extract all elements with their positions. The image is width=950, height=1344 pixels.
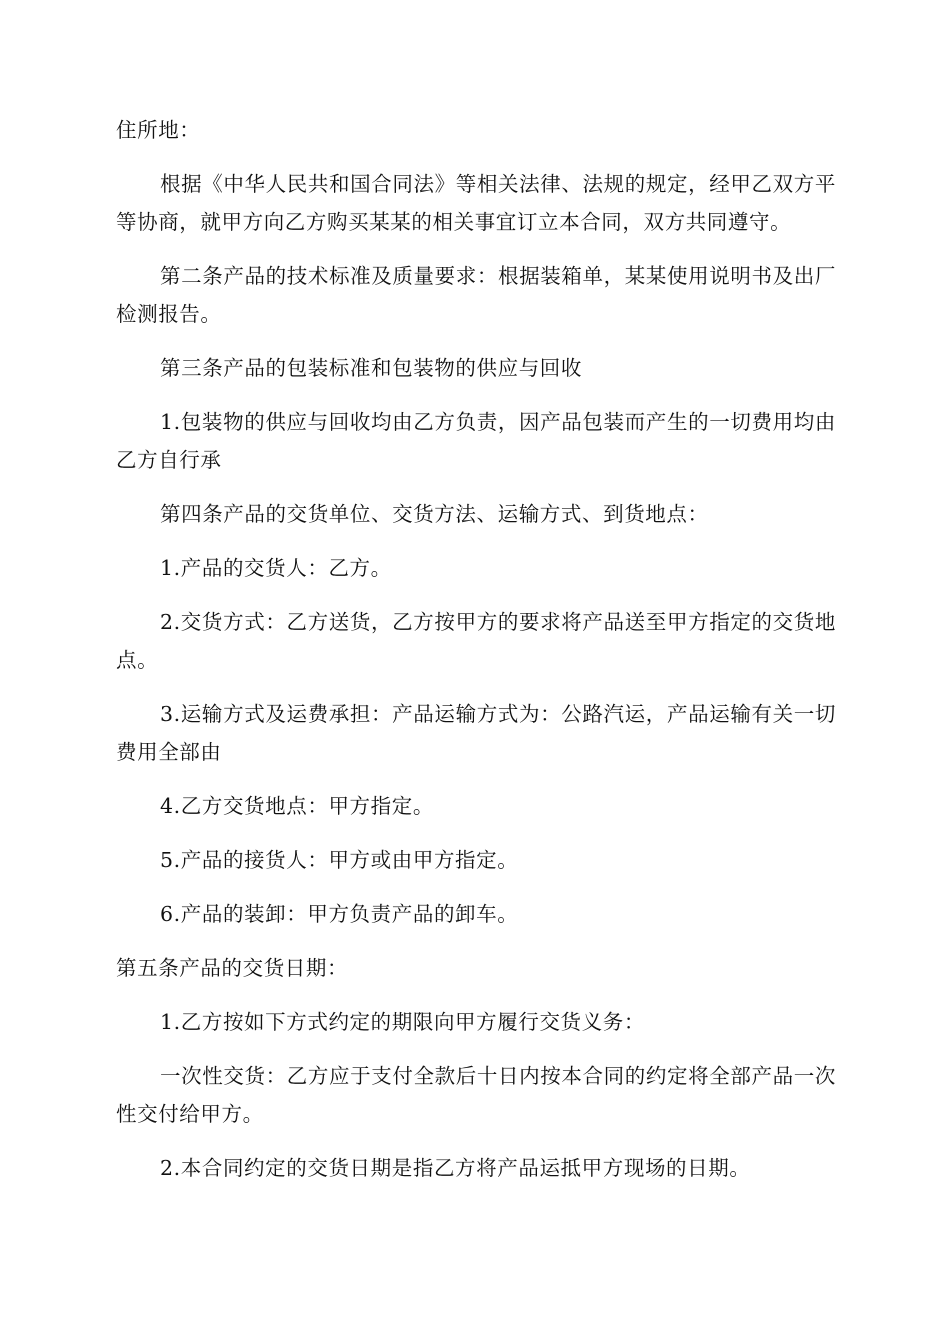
paragraph-article-4-item-6: 6.产品的装卸：甲方负责产品的卸车。 — [160, 902, 519, 926]
paragraph-article-2: 第二条产品的技术标准及质量要求：根据装箱单，某某使用说明书及出厂检测报告。 — [116, 264, 836, 326]
paragraph-article-4-item-2: 2.交货方式：乙方送货，乙方按甲方的要求将产品送至甲方指定的交货地点。 — [116, 610, 836, 672]
paragraph-article-4-item-3: 3.运输方式及运费承担：产品运输方式为：公路汽运，产品运输有关一切费用全部由 — [116, 702, 836, 764]
paragraph-article-5-item-2: 2.本合同约定的交货日期是指乙方将产品运抵甲方现场的日期。 — [160, 1156, 751, 1180]
paragraph-article-4-item-4: 4.乙方交货地点：甲方指定。 — [160, 794, 434, 818]
paragraph-article-4-item-1: 1.产品的交货人：乙方。 — [160, 556, 392, 580]
paragraph-article-4-heading: 第四条产品的交货单位、交货方法、运输方式、到货地点： — [160, 502, 709, 526]
paragraph-article-5-item-1: 1.乙方按如下方式约定的期限向甲方履行交货义务： — [160, 1010, 645, 1034]
paragraph-article-4-item-5: 5.产品的接货人：甲方或由甲方指定。 — [160, 848, 519, 872]
paragraph-article-3-heading: 第三条产品的包装标准和包装物的供应与回收 — [160, 356, 582, 380]
paragraph-preamble: 根据《中华人民共和国合同法》等相关法律、法规的规定，经甲乙双方平等协商，就甲方向乙方购买某某的相关事宜订立本合同，双方共同遵守。 — [116, 172, 836, 234]
paragraph-article-3-item-1: 1.包装物的供应与回收均由乙方负责，因产品包装而产生的一切费用均由乙方自行承 — [116, 410, 836, 472]
paragraph-address-label: 住所地： — [116, 118, 201, 142]
paragraph-article-5-one-time-delivery: 一次性交货：乙方应于支付全款后十日内按本合同的约定将全部产品一次性交付给甲方。 — [116, 1064, 836, 1126]
document-body — [116, 111, 836, 1203]
paragraph-article-5-heading: 第五条产品的交货日期： — [116, 956, 349, 980]
